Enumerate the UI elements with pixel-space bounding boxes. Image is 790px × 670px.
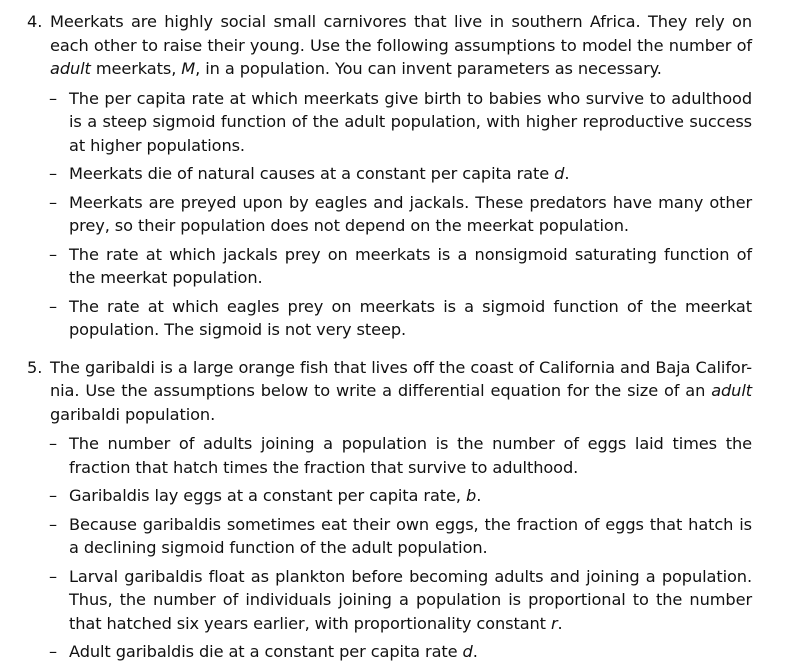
problem-number: 4.: [27, 12, 43, 31]
list-item: – Larval garibaldis float as plankton before becoming adults and joining a population. Thus, the number of individuals joining a population is proportional to the number that hatched six years earlier, with proportionality constant r.: [49, 566, 752, 633]
variable-r: r: [550, 613, 558, 633]
list-item: – Garibaldis lay eggs at a constant per capita rate, b.: [69, 484, 752, 508]
dash-marker: –: [49, 296, 57, 316]
dash-marker: –: [49, 642, 57, 661]
variable-d: d: [462, 642, 473, 661]
problem-4: [27, 10, 752, 342]
dash-marker: –: [49, 192, 57, 212]
problem-5: [27, 356, 752, 664]
list-item: – The number of adults joining a population is the number of eggs laid times the fraction that hatch times the fraction that survive to adulthood.: [49, 434, 752, 477]
list-item: – Meerkats die of natural causes at a constant per capita rate d.: [69, 162, 752, 186]
variable-m: M: [181, 59, 196, 78]
list-item: – Meerkats are preyed upon by eagles and jackals. These predators have many other prey, so their population does not depend on the meerkat population.: [49, 192, 752, 235]
assumption-list: [27, 432, 752, 664]
dash-marker: –: [49, 514, 57, 534]
dash-marker: –: [49, 244, 57, 264]
dash-marker: –: [49, 434, 57, 453]
emphasis-adult: adult: [50, 59, 91, 78]
emphasis-adult: adult: [711, 381, 752, 400]
problem-number: 5.: [27, 357, 43, 377]
dash-marker: –: [49, 486, 57, 505]
list-item: – The rate at which eagles prey on meerkats is a sigmoid function of the meerkat population. The sigmoid is not very steep.: [49, 296, 752, 339]
variable-b: b: [466, 486, 477, 505]
problem-intro: The garibaldi is a large orange fish that lives off the coast of California and Baja Califor-nia. Use the assumptions below to write a differential equation for the size of an adult garibaldi population.: [50, 357, 752, 424]
list-item: – Adult garibaldis die at a constant per capita rate d.: [69, 640, 752, 664]
list-item: – Because garibaldis sometimes eat their own eggs, the fraction of eggs that hatch is a declining sigmoid function of the adult population.: [49, 514, 752, 557]
list-item: – The rate at which jackals prey on meerkats is a nonsigmoid saturating function of the meerkat population.: [49, 244, 752, 287]
dash-marker: –: [49, 164, 57, 183]
dash-marker: –: [49, 566, 57, 586]
variable-d: d: [554, 164, 565, 183]
assumption-list: [27, 87, 752, 342]
dash-marker: –: [49, 88, 57, 108]
list-item: – The per capita rate at which meerkats give birth to babies who survive to adulthood is a steep sigmoid function of the adult population, with higher reproductive success at higher populations.: [49, 88, 752, 155]
problem-intro: Meerkats are highly social small carnivores that live in southern Africa. They rely on each other to raise their young. Use the following assumptions to model the number of adult meerkats, M, in a population. You can invent parameters as necessary.: [50, 12, 752, 78]
